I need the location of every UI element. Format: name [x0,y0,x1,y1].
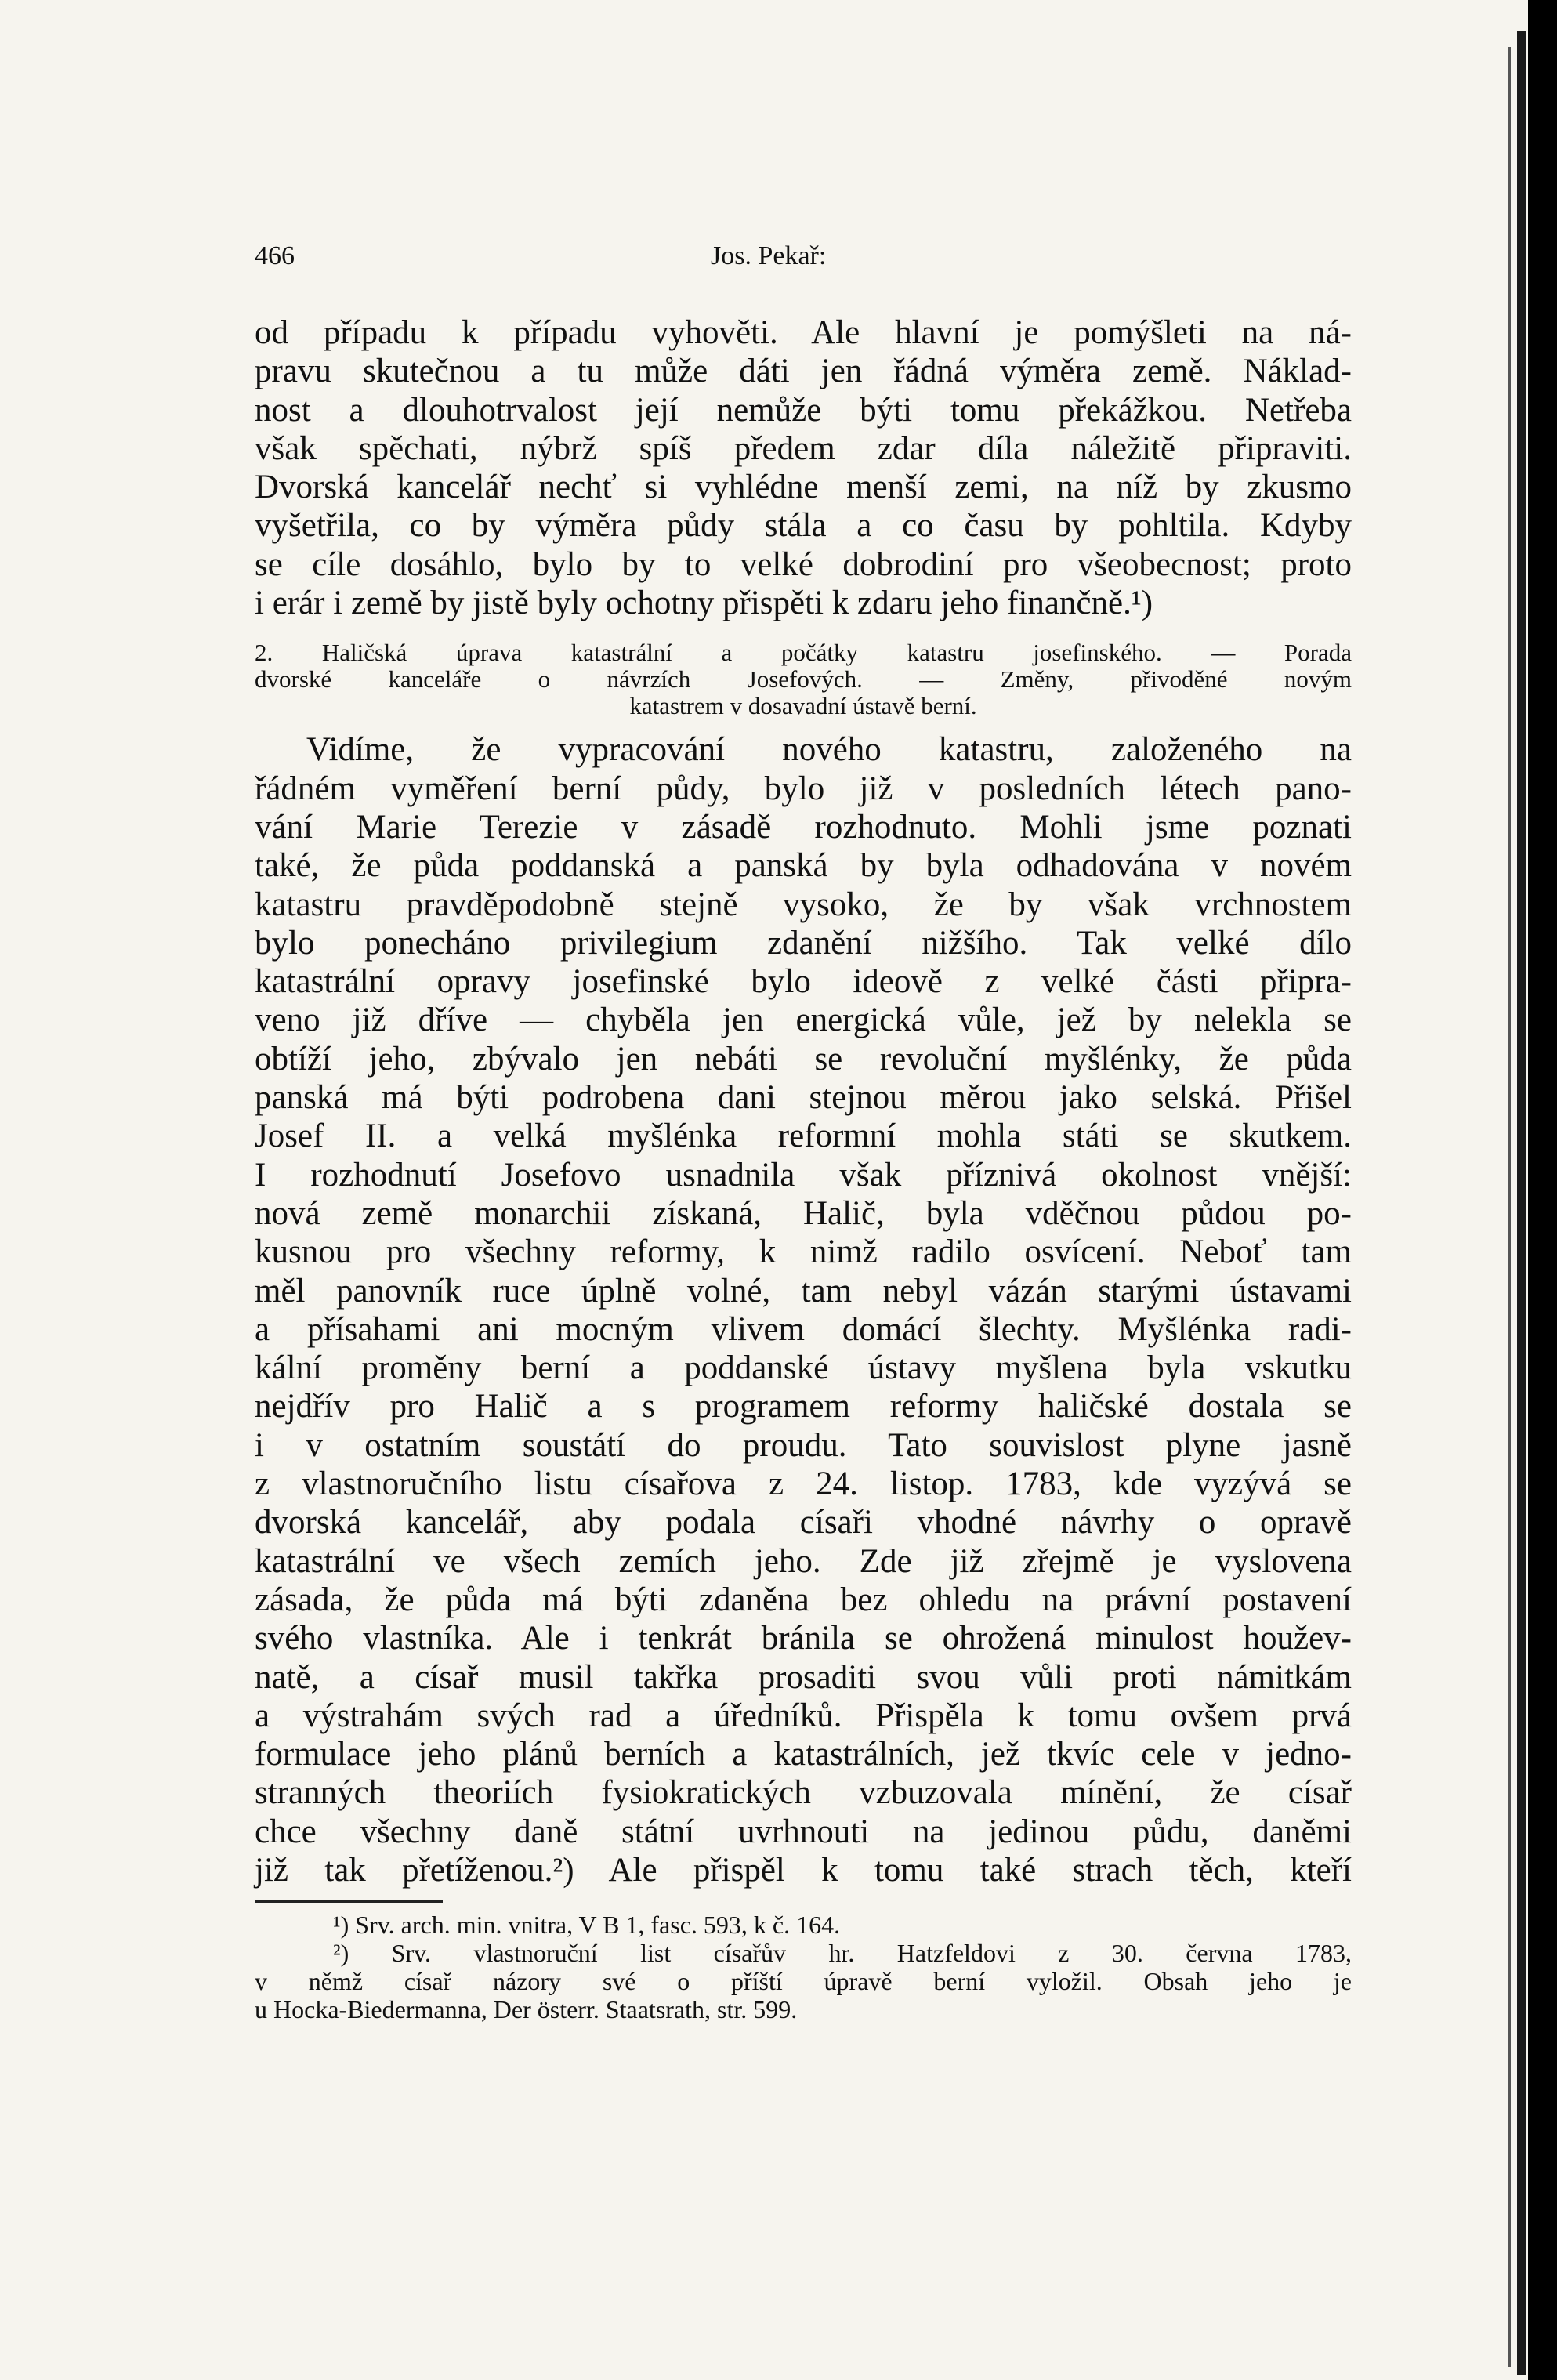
text-line: Josef II. a velká myšlénka reformní mohla státi se skutkem. [255,1118,1352,1155]
text-line: však spěchati, nýbrž spíš předem zdar díla náležitě připraviti. [255,429,1352,467]
text-line: vyšetřila, co by výměra půdy stála a co času by pohltila. Kdyby [255,507,1352,545]
text-line: nost a dlouhotrvalost její nemůže býti tomu překážkou. Netřeba [255,391,1352,429]
page-number: 466 [255,241,295,270]
text-line: svého vlastníka. Ale i tenkrát bránila se ohrožená minulost houžev- [255,1620,1352,1657]
main-paragraph [255,730,1352,1889]
text-line: a výstrahám svých rad a úředníků. Přispěla k tomu ovšem prvá [255,1697,1352,1734]
running-head: Jos. Pekař: [711,241,827,270]
text-line: panská má býti podrobena dani stejnou měrou jako selská. Přišel [255,1079,1352,1117]
text-line: nejdřív pro Halič a s programem reformy haličské dostala se [255,1388,1352,1425]
text-line: stranných theoriích fysiokratických vzbuzovala mínění, že císař [255,1774,1352,1812]
text-line: obtíží jeho, zbývalo jen nebáti se revoluční myšlénky, že půda [255,1040,1352,1078]
text-line: formulace jeho plánů berních a katastrálních, jež tkvíc cele v jedno- [255,1736,1352,1773]
section-heading [255,639,1352,719]
section-heading-line: katastrem v dosavadní ústavě berní. [629,692,977,720]
page-edge-shadow [1508,47,1511,2367]
page-edge-bar [1517,31,1526,2375]
text-line: natě, a císař musil takřka prosaditi svou vůli proti námitkám [255,1658,1352,1696]
page-body [255,313,1352,2023]
footnote-line: ¹) Srv. arch. min. vnitra, V B 1, fasc. 593, k č. 164. [333,1911,841,1940]
text-line: zásada, že půda má býti zdaněna bez ohledu na právní postavení [255,1581,1352,1618]
text-line: a přísahami ani mocným vlivem domácí šlechty. Myšlénka radi- [255,1310,1352,1348]
text-line: Dvorská kancelář nechť si vyhlédne menší zemi, na níž by zkusmo [255,469,1352,506]
text-line: katastru pravděpodobně stejně vysoko, že by však vrchnostem [255,886,1352,923]
text-line: katastrální ve všech zemích jeho. Zde již zřejmě je vyslovena [255,1542,1352,1580]
text-line: pravu skutečnou a tu může dáti jen řádná výměra země. Náklad- [255,353,1352,390]
text-line: již tak přetíženou.²) Ale přispěl k tomu také strach těch, kteří [255,1851,1352,1889]
text-line: také, že půda poddanská a panská by byla odhadována v novém [255,847,1352,885]
intro-paragraph [255,313,1352,622]
text-line: chce všechny daně státní uvrhnouti na jedinou půdu, daněmi [255,1813,1352,1850]
footnotes [255,1911,1352,2023]
footnote-line: u Hocka-Biedermanna, Der österr. Staatsrath, str. 599. [255,1995,798,2024]
text-line: I rozhodnutí Josefovo usnadnila však příznivá okolnost vnější: [255,1156,1352,1194]
text-line: i v ostatním soustátí do proudu. Tato souvislost plyne jasně [255,1426,1352,1464]
footnote-line: v němž císař názory své o příští úpravě berní vyložil. Obsah jeho je [255,1967,1352,1996]
text-line: od případu k případu vyhověti. Ale hlavní je pomýšleti na ná- [255,314,1352,351]
text-line: katastrální opravy josefinské bylo ideově z velké části připra- [255,963,1352,1001]
text-line: měl panovník ruce úplně volné, tam nebyl vázán starými ústavami [255,1272,1352,1310]
section-heading-line: dvorské kanceláře o návrzích Josefových. — Změny, přivoděné novým [255,665,1352,694]
text-line: dvorská kancelář, aby podala císaři vhodné návrhy o opravě [255,1504,1352,1541]
section-heading-line: 2. Haličská úprava katastrální a počátky katastru josefinského. — Porada [255,639,1352,667]
footnote-rule [255,1900,443,1903]
text-line: veno již dříve — chyběla jen energická vůle, jež by nelekla se [255,1002,1352,1039]
text-line: kální proměny berní a poddanské ústavy myšlena byla vskutku [255,1349,1352,1387]
page-header [255,241,1352,281]
footnote-line: ²) Srv. vlastnoruční list císařův hr. Hatzfeldovi z 30. června 1783, [333,1939,1352,1968]
text-line: se cíle dosáhlo, bylo by to velké dobrodiní pro všeobecnost; proto [255,545,1352,583]
text-line: vání Marie Terezie v zásadě rozhodnuto. Mohli jsme poznati [255,808,1352,846]
text-line: i erár i země by jistě byly ochotny přispěti k zdaru jeho finančně.¹) [255,585,1153,622]
text-line: Vidíme, že vypracování nového katastru, založeného na [306,731,1352,769]
text-line: nová země monarchii získaná, Halič, byla vděčnou půdou po- [255,1194,1352,1232]
text-line: bylo ponecháno privilegium zdanění nižšího. Tak velké dílo [255,924,1352,962]
text-line: řádném vyměření berní půdy, bylo již v posledních létech pano- [255,770,1352,807]
text-line: kusnou pro všechny reformy, k nimž radilo osvícení. Neboť tam [255,1233,1352,1271]
text-line: z vlastnoručního listu císařova z 24. listop. 1783, kde vyzývá se [255,1465,1352,1503]
